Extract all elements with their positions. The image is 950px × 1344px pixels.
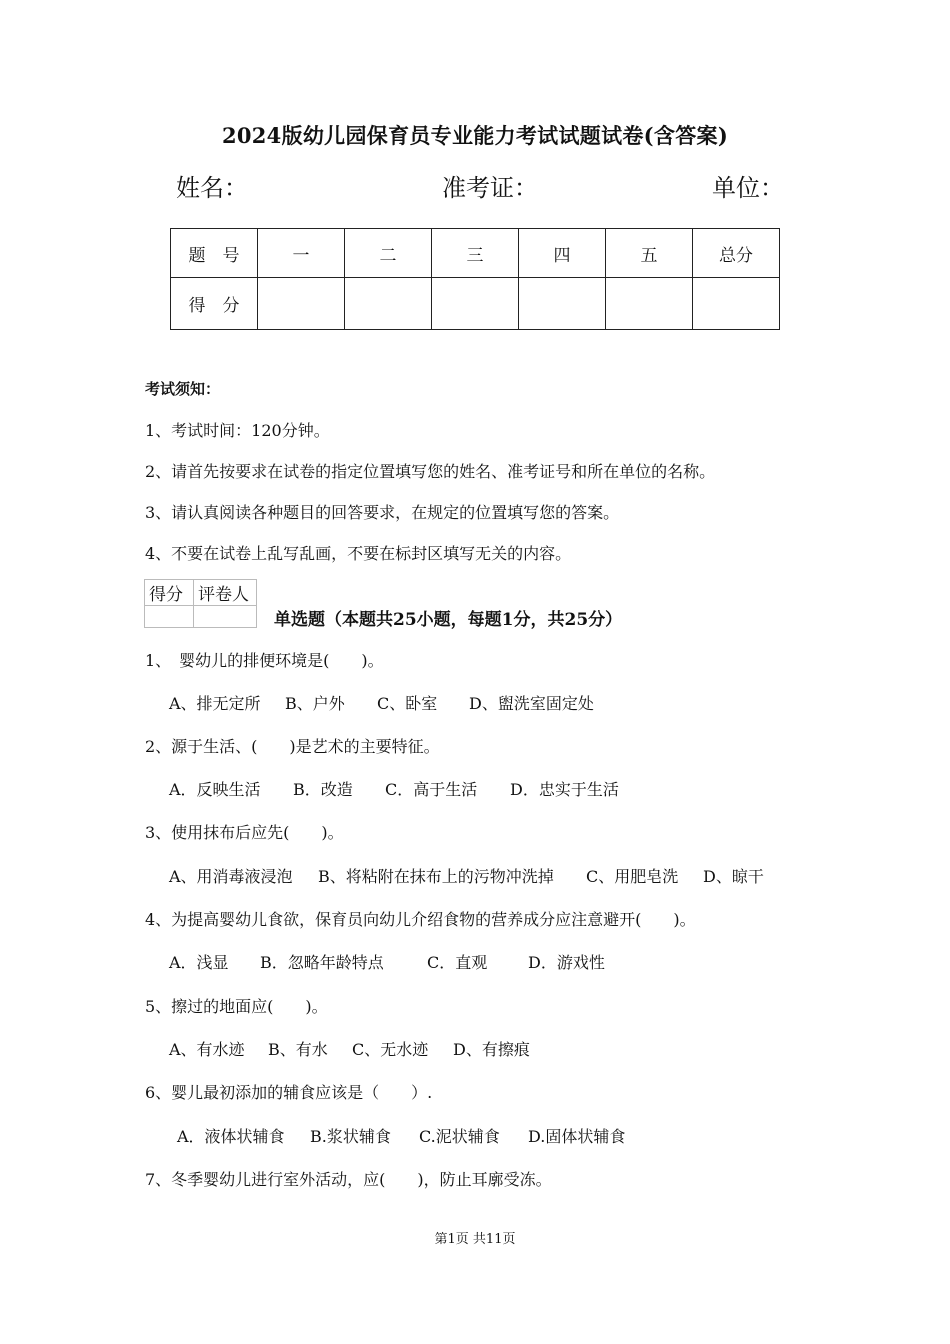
- score-cell: [693, 278, 780, 330]
- grader-score-label: 得分: [145, 580, 194, 606]
- option: A、排无定所: [169, 694, 261, 713]
- question-text: 3、使用抹布后应先( )。: [145, 823, 344, 842]
- score-cell: [258, 278, 345, 330]
- option: B．改造: [293, 780, 353, 799]
- option: C、无水迹: [352, 1040, 429, 1059]
- question-text: 7、冬季婴幼儿进行室外活动，应( )，防止耳廓受冻。: [145, 1170, 552, 1189]
- option: B．忽略年龄特点: [260, 953, 384, 972]
- option: D.固体状辅食: [528, 1127, 626, 1146]
- question-text: 2、源于生活、( )是艺术的主要特征。: [145, 737, 440, 756]
- score-cell: [345, 278, 432, 330]
- option: A．液体状辅食: [177, 1127, 285, 1146]
- score-table-header-cell: 二: [345, 229, 432, 278]
- option: A、有水迹: [169, 1040, 245, 1059]
- question-text: 1、 婴幼儿的排便环境是( )。: [145, 651, 384, 670]
- option: B、有水: [268, 1040, 328, 1059]
- option: D、有擦痕: [453, 1040, 530, 1059]
- page-footer: 第1页 共11页: [434, 1232, 516, 1247]
- score-cell: [606, 278, 693, 330]
- option: A、用消毒液浸泡: [169, 867, 293, 886]
- grader-box: [144, 579, 257, 628]
- notice-item: 1、考试时间：120分钟。: [145, 421, 330, 440]
- score-table-header-cell: 五: [606, 229, 693, 278]
- score-row-label: 得 分: [171, 278, 258, 330]
- score-table-header-cell: 总分: [693, 229, 780, 278]
- question-text: 5、擦过的地面应( )。: [145, 997, 328, 1016]
- score-cell: [432, 278, 519, 330]
- score-table-header-cell: 三: [432, 229, 519, 278]
- question-text: 6、婴儿最初添加的辅食应该是（ ）.: [145, 1083, 433, 1102]
- option: B、将粘附在抹布上的污物冲洗掉: [318, 867, 554, 886]
- grader-reviewer-label: 评卷人: [194, 580, 257, 606]
- score-table-header-cell: 四: [519, 229, 606, 278]
- option: C、用肥皂洗: [586, 867, 679, 886]
- unit-label: 单位：: [712, 174, 784, 202]
- page-title: 2024版幼儿园保育员专业能力考试试题试卷(含答案): [221, 123, 729, 148]
- name-label: 姓名：: [176, 174, 248, 202]
- option: D．忠实于生活: [510, 780, 619, 799]
- grader-score-cell: [145, 606, 194, 628]
- option: D、晾干: [703, 867, 764, 886]
- option: A．反映生活: [169, 780, 261, 799]
- score-table: [170, 228, 780, 330]
- section-title: 单选题（本题共25小题，每题1分，共25分）: [274, 610, 623, 630]
- score-table-header-cell: 题 号: [171, 229, 258, 278]
- notice-item: 3、请认真阅读各种题目的回答要求，在规定的位置填写您的答案。: [145, 503, 620, 522]
- option: C．高于生活: [385, 780, 478, 799]
- exam-id-label: 准考证：: [442, 174, 538, 202]
- notice-item: 4、不要在试卷上乱写乱画，不要在标封区填写无关的内容。: [145, 544, 572, 563]
- option: D．游戏性: [528, 953, 605, 972]
- score-table-header-cell: 一: [258, 229, 345, 278]
- score-cell: [519, 278, 606, 330]
- notice-item: 2、请首先按要求在试卷的指定位置填写您的姓名、准考证号和所在单位的名称。: [145, 462, 716, 481]
- option: C.泥状辅食: [419, 1127, 500, 1146]
- option: B.浆状辅食: [310, 1127, 391, 1146]
- notice-title: 考试须知：: [145, 380, 221, 398]
- option: B、户外: [285, 694, 345, 713]
- question-text: 4、为提高婴幼儿食欲，保育员向幼儿介绍食物的营养成分应注意避开( )。: [145, 910, 696, 929]
- option: C、卧室: [377, 694, 438, 713]
- option: D、盥洗室固定处: [469, 694, 594, 713]
- option: C．直观: [427, 953, 488, 972]
- score-table-header-row: [171, 229, 780, 278]
- candidate-info-row: [176, 168, 784, 204]
- score-table-score-row: [171, 278, 780, 330]
- grader-reviewer-cell: [194, 606, 257, 628]
- option: A．浅显: [169, 953, 229, 972]
